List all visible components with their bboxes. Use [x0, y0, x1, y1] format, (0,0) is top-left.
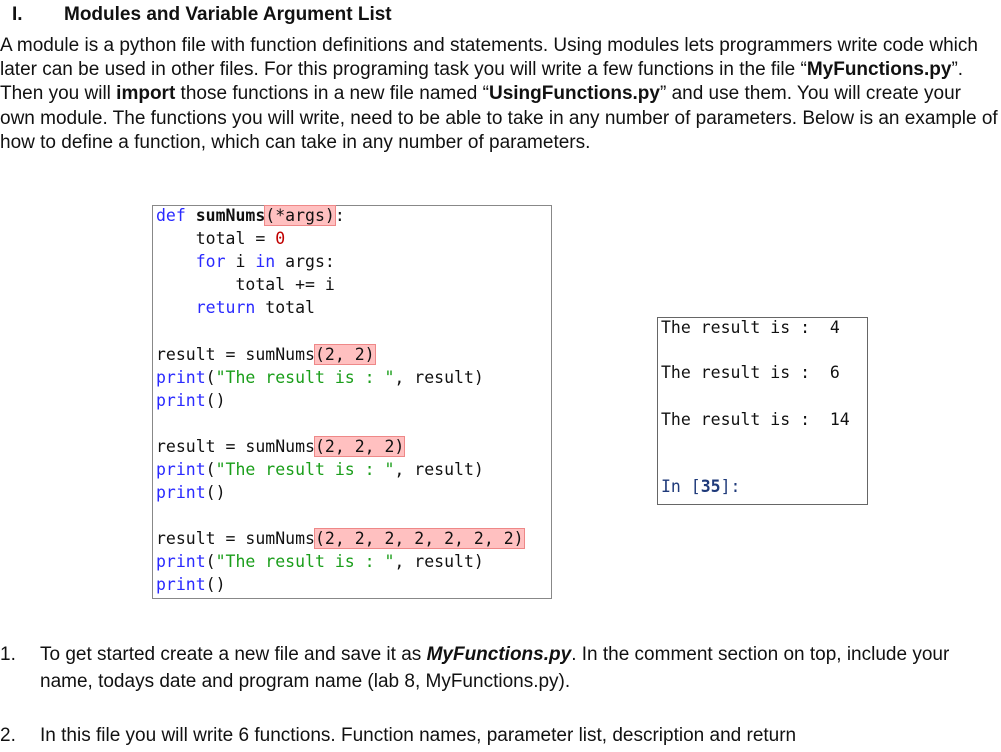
intro-text: those functions in a new file named “	[175, 83, 489, 105]
code-line: print()	[156, 575, 226, 594]
list-number: 2.	[0, 725, 16, 746]
highlight-call: (2, 2, 2)	[314, 437, 405, 456]
code-line: print()	[156, 483, 226, 502]
highlight-args: (*args)	[265, 206, 335, 225]
code-line: total += i	[156, 275, 335, 294]
intro-text: ”. Then you will	[0, 59, 964, 105]
code-line: for i in args:	[195, 252, 335, 271]
highlight-call: (2, 2)	[314, 345, 375, 364]
section-number: I.	[12, 4, 23, 25]
filename-myfunctions: MyFunctions.py	[806, 59, 952, 81]
intro-text: ” and use them. You will create your own module. The functions you will write, need to be able to take in any number of parameters. Below is an example of how to define a function, which can take in any number of parameters.	[0, 83, 998, 153]
filename-myfunctions: MyFunctions.py	[426, 644, 572, 665]
code-line: print("The result is : ", result)	[156, 460, 484, 479]
input-prompt: In [35]:	[661, 477, 741, 496]
output-line: The result is : 4	[661, 318, 840, 337]
output-line: The result is : 14	[661, 410, 850, 429]
section-title: Modules and Variable Argument List	[64, 4, 392, 25]
code-line: result = sumNums(2, 2, 2)	[156, 437, 405, 456]
keyword-import: import	[116, 83, 176, 105]
intro-paragraph	[0, 34, 1000, 155]
code-line: return total	[195, 298, 315, 317]
list-text: In this file you will write 6 functions. Function names, parameter list, description and return	[40, 725, 797, 746]
list-number: 1.	[0, 644, 16, 665]
output-panel	[657, 317, 868, 505]
code-line: print()	[156, 391, 226, 410]
code-line: def sumNums(*args):	[156, 206, 345, 225]
output-line: The result is : 6	[661, 363, 840, 382]
code-example	[152, 205, 552, 599]
code-line: print("The result is : ", result)	[156, 552, 484, 571]
section-heading	[0, 4, 392, 26]
code-line: result = sumNums(2, 2)	[156, 345, 375, 364]
list-text: To get started create a new file and save it as MyFunctions.py. In the comment section on top, include your name, todays date and program name (lab 8, MyFunctions.py).	[40, 644, 950, 692]
code-line: total = 0	[156, 229, 286, 248]
highlight-call: (2, 2, 2, 2, 2, 2, 2)	[314, 529, 524, 548]
filename-usingfunctions: UsingFunctions.py	[488, 83, 660, 105]
intro-text: A module is a python file with function definitions and statements. Using modules lets programmers write code which later can be used in other files. For this programing task you will write a few functions in the file “	[0, 35, 978, 81]
code-line: result = sumNums(2, 2, 2, 2, 2, 2, 2)	[156, 529, 524, 548]
code-line: print("The result is : ", result)	[156, 368, 484, 387]
